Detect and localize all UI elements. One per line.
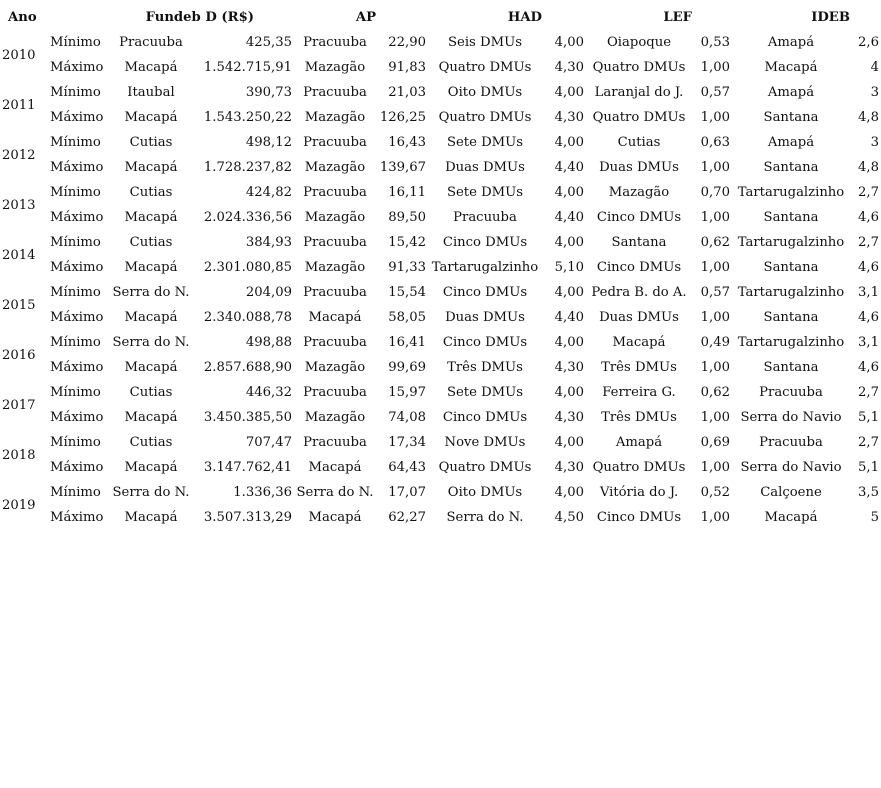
header-ideb: IDEB: [811, 9, 850, 25]
fundeb-value: 2.340.088,78: [203, 310, 292, 325]
had-municipality: Sete DMUs: [446, 185, 524, 200]
ap-municipality: Macapá: [308, 510, 362, 525]
ap-municipality: Pracuuba: [303, 385, 367, 400]
ap-value: 22,90: [388, 35, 426, 50]
ideb-municipality: Macapá: [764, 60, 818, 75]
had-value: 4,30: [554, 110, 584, 125]
ap-value: 139,67: [379, 160, 426, 175]
ideb-municipality: Santana: [763, 110, 819, 125]
ideb-value: 2,7: [858, 185, 879, 200]
table-row: [0, 230, 881, 255]
year-cell: 2011: [2, 97, 36, 113]
table-row: [0, 155, 881, 180]
stat-label: Máximo: [50, 410, 104, 425]
stat-label: Máximo: [50, 460, 104, 475]
table-row: [0, 405, 881, 430]
ideb-municipality: Calçoene: [760, 485, 822, 500]
lef-municipality: Duas DMUs: [599, 310, 679, 325]
ideb-municipality: Santana: [763, 210, 819, 225]
table-row: [0, 280, 881, 305]
had-municipality: Quatro DMUs: [438, 460, 532, 475]
ap-municipality: Pracuuba: [303, 85, 367, 100]
fundeb-value: 425,35: [245, 35, 292, 50]
fundeb-value: 707,47: [245, 435, 292, 450]
ideb-value: 3,1: [858, 285, 879, 300]
lef-municipality: Quatro DMUs: [592, 110, 686, 125]
ap-value: 91,33: [388, 260, 426, 275]
stat-label: Mínimo: [50, 335, 101, 350]
lef-municipality: Oiapoque: [606, 35, 671, 50]
had-value: 4,30: [554, 360, 584, 375]
had-value: 4,00: [554, 335, 584, 350]
lef-municipality: Macapá: [612, 335, 666, 350]
stat-label: Mínimo: [50, 235, 101, 250]
ap-value: 99,69: [388, 360, 426, 375]
ideb-municipality: Pracuuba: [759, 435, 823, 450]
ideb-municipality: Santana: [763, 310, 819, 325]
statistics-table: [0, 4, 881, 530]
had-municipality: Oito DMUs: [447, 85, 523, 100]
table-row: [0, 205, 881, 230]
ideb-value: 4,6: [858, 310, 879, 325]
stat-label: Máximo: [50, 510, 104, 525]
year-cell: 2018: [2, 447, 36, 463]
ideb-value: 5,1: [858, 460, 879, 475]
fundeb-municipality: Macapá: [124, 460, 178, 475]
lef-municipality: Cinco DMUs: [596, 210, 682, 225]
header-spacer: [48, 4, 110, 30]
ap-value: 16,41: [388, 335, 426, 350]
fundeb-municipality: Macapá: [124, 410, 178, 425]
lef-value: 0,69: [700, 435, 730, 450]
ap-value: 91,83: [388, 60, 426, 75]
lef-value: 0,57: [700, 285, 730, 300]
had-municipality: Cinco DMUs: [442, 410, 528, 425]
ap-municipality: Pracuuba: [303, 35, 367, 50]
header-fundeb: Fundeb D (R$): [145, 9, 254, 25]
fundeb-value: 2.857.688,90: [203, 360, 292, 375]
ideb-value: 5: [870, 510, 879, 525]
ideb-municipality: Amapá: [767, 85, 815, 100]
had-municipality: Cinco DMUs: [442, 235, 528, 250]
fundeb-value: 498,12: [245, 135, 292, 150]
fundeb-value: 2.301.080,85: [203, 260, 292, 275]
table-row: [0, 105, 881, 130]
table-row: [0, 455, 881, 480]
had-value: 4,40: [554, 210, 584, 225]
table-row: [0, 380, 881, 405]
ideb-municipality: Santana: [763, 360, 819, 375]
lef-municipality: Vitória do J.: [599, 485, 679, 500]
lef-municipality: Pedra B. do A.: [591, 285, 687, 300]
fundeb-municipality: Cutias: [129, 435, 173, 450]
ideb-value: 4,6: [858, 260, 879, 275]
stat-label: Máximo: [50, 60, 104, 75]
ideb-value: 2,6: [858, 35, 879, 50]
table-row: [0, 305, 881, 330]
ideb-value: 4,8: [858, 110, 879, 125]
table-row: [0, 480, 881, 505]
lef-value: 0,52: [700, 485, 730, 500]
had-municipality: Nove DMUs: [444, 435, 526, 450]
ideb-value: 2,7: [858, 385, 879, 400]
year-cell: 2013: [2, 197, 36, 213]
ap-value: 62,27: [388, 510, 426, 525]
lef-value: 0,57: [700, 85, 730, 100]
ideb-municipality: Macapá: [764, 510, 818, 525]
fundeb-municipality: Cutias: [129, 135, 173, 150]
lef-municipality: Mazagão: [608, 185, 670, 200]
lef-municipality: Santana: [611, 235, 667, 250]
ap-value: 126,25: [379, 110, 426, 125]
year-cell: 2012: [2, 147, 36, 163]
lef-value: 1,00: [700, 60, 730, 75]
year-cell: 2014: [2, 247, 36, 263]
had-municipality: Sete DMUs: [446, 385, 524, 400]
fundeb-value: 446,32: [245, 385, 292, 400]
ideb-value: 2,7: [858, 235, 879, 250]
table-row: [0, 130, 881, 155]
fundeb-value: 3.450.385,50: [203, 410, 292, 425]
fundeb-municipality: Macapá: [124, 260, 178, 275]
ap-municipality: Mazagão: [304, 110, 366, 125]
had-municipality: Quatro DMUs: [438, 60, 532, 75]
fundeb-municipality: Macapá: [124, 60, 178, 75]
fundeb-value: 1.336,36: [233, 485, 292, 500]
lef-municipality: Três DMUs: [601, 410, 677, 425]
had-municipality: Quatro DMUs: [438, 110, 532, 125]
lef-value: 1,00: [700, 510, 730, 525]
table-row: [0, 330, 881, 355]
ap-value: 64,43: [388, 460, 426, 475]
had-municipality: Duas DMUs: [445, 160, 525, 175]
had-municipality: Duas DMUs: [445, 310, 525, 325]
year-cell: 2017: [2, 397, 36, 413]
ap-municipality: Mazagão: [304, 360, 366, 375]
ap-municipality: Pracuuba: [303, 285, 367, 300]
fundeb-municipality: Serra do N.: [112, 335, 190, 350]
fundeb-value: 384,93: [245, 235, 292, 250]
lef-value: 1,00: [700, 260, 730, 275]
stat-label: Mínimo: [50, 435, 101, 450]
fundeb-municipality: Pracuuba: [119, 35, 183, 50]
header-ano: Ano: [8, 9, 37, 25]
fundeb-municipality: Cutias: [129, 235, 173, 250]
fundeb-value: 1.543.250,22: [203, 110, 292, 125]
header-ideb-spacer: [850, 4, 881, 30]
header-ap-spacer: [376, 4, 428, 30]
fundeb-value: 1.728.237,82: [203, 160, 292, 175]
lef-municipality: Quatro DMUs: [592, 60, 686, 75]
had-municipality: Três DMUs: [447, 360, 523, 375]
table-row: [0, 30, 881, 55]
table-row: [0, 80, 881, 105]
lef-value: 1,00: [700, 460, 730, 475]
stat-label: Mínimo: [50, 385, 101, 400]
ideb-value: 3: [870, 135, 879, 150]
had-value: 4,00: [554, 185, 584, 200]
year-cell: 2010: [2, 47, 36, 63]
ideb-municipality: Tartarugalzinho: [737, 285, 845, 300]
ap-municipality: Mazagão: [304, 260, 366, 275]
had-value: 4,00: [554, 135, 584, 150]
ap-municipality: Mazagão: [304, 160, 366, 175]
had-municipality: Sete DMUs: [446, 135, 524, 150]
ideb-municipality: Santana: [763, 260, 819, 275]
ideb-value: 3,5: [858, 485, 879, 500]
stat-label: Mínimo: [50, 35, 101, 50]
stat-label: Mínimo: [50, 135, 101, 150]
ideb-municipality: Amapá: [767, 35, 815, 50]
header-had: HAD: [507, 9, 542, 25]
fundeb-municipality: Serra do N.: [112, 285, 190, 300]
had-value: 4,30: [554, 410, 584, 425]
ideb-value: 4,6: [858, 210, 879, 225]
ideb-municipality: Pracuuba: [759, 385, 823, 400]
fundeb-value: 390,73: [245, 85, 292, 100]
lef-municipality: Cinco DMUs: [596, 510, 682, 525]
ideb-value: 2,7: [858, 435, 879, 450]
ap-municipality: Serra do N.: [296, 485, 374, 500]
stat-label: Máximo: [50, 110, 104, 125]
had-value: 4,00: [554, 35, 584, 50]
had-value: 4,50: [554, 510, 584, 525]
lef-value: 1,00: [700, 110, 730, 125]
header-lef-spacer: [692, 4, 732, 30]
ideb-value: 4,6: [858, 360, 879, 375]
ap-municipality: Pracuuba: [303, 235, 367, 250]
had-value: 4,40: [554, 160, 584, 175]
stat-label: Máximo: [50, 260, 104, 275]
lef-municipality: Laranjal do J.: [594, 85, 684, 100]
header-lef: LEF: [663, 9, 692, 25]
had-value: 5,10: [554, 260, 584, 275]
had-value: 4,00: [554, 235, 584, 250]
table-row: [0, 180, 881, 205]
had-municipality: Cinco DMUs: [442, 335, 528, 350]
fundeb-municipality: Macapá: [124, 510, 178, 525]
had-value: 4,00: [554, 85, 584, 100]
ap-municipality: Macapá: [308, 460, 362, 475]
ap-municipality: Mazagão: [304, 410, 366, 425]
ap-value: 89,50: [388, 210, 426, 225]
fundeb-value: 204,09: [245, 285, 292, 300]
fundeb-municipality: Cutias: [129, 385, 173, 400]
lef-municipality: Cinco DMUs: [596, 260, 682, 275]
fundeb-municipality: Itaubal: [127, 85, 175, 100]
ap-value: 21,03: [388, 85, 426, 100]
table-body: [0, 30, 881, 530]
header-row: [0, 4, 881, 30]
lef-value: 0,62: [700, 235, 730, 250]
year-cell: 2016: [2, 347, 36, 363]
ap-value: 74,08: [388, 410, 426, 425]
lef-value: 1,00: [700, 310, 730, 325]
had-value: 4,00: [554, 485, 584, 500]
lef-value: 0,70: [700, 185, 730, 200]
had-value: 4,00: [554, 435, 584, 450]
fundeb-municipality: Macapá: [124, 360, 178, 375]
ap-municipality: Pracuuba: [303, 185, 367, 200]
fundeb-value: 424,82: [245, 185, 292, 200]
lef-value: 1,00: [700, 160, 730, 175]
header-had-spacer: [542, 4, 586, 30]
ideb-value: 3: [870, 85, 879, 100]
ideb-municipality: Tartarugalzinho: [737, 185, 845, 200]
ideb-municipality: Amapá: [767, 135, 815, 150]
ap-value: 17,34: [388, 435, 426, 450]
lef-value: 1,00: [700, 210, 730, 225]
ap-municipality: Pracuuba: [303, 135, 367, 150]
lef-value: 1,00: [700, 360, 730, 375]
ideb-municipality: Serra do Navio: [740, 410, 842, 425]
had-value: 4,40: [554, 310, 584, 325]
table-row: [0, 55, 881, 80]
had-municipality: Oito DMUs: [447, 485, 523, 500]
ap-municipality: Mazagão: [304, 210, 366, 225]
fundeb-municipality: Cutias: [129, 185, 173, 200]
stat-label: Máximo: [50, 160, 104, 175]
fundeb-value: 3.147.762,41: [203, 460, 292, 475]
had-value: 4,30: [554, 460, 584, 475]
ideb-value: 5,1: [858, 410, 879, 425]
had-value: 4,30: [554, 60, 584, 75]
header-ap: AP: [355, 9, 376, 25]
table-row: [0, 430, 881, 455]
fundeb-municipality: Serra do N.: [112, 485, 190, 500]
table-row: [0, 505, 881, 530]
stat-label: Máximo: [50, 360, 104, 375]
ap-municipality: Mazagão: [304, 60, 366, 75]
ap-value: 16,43: [388, 135, 426, 150]
ideb-municipality: Tartarugalzinho: [737, 235, 845, 250]
table-row: [0, 255, 881, 280]
ap-value: 15,97: [388, 385, 426, 400]
ideb-value: 4,8: [858, 160, 879, 175]
ideb-municipality: Tartarugalzinho: [737, 335, 845, 350]
lef-value: 0,62: [700, 385, 730, 400]
fundeb-value: 498,88: [245, 335, 292, 350]
fundeb-municipality: Macapá: [124, 160, 178, 175]
ideb-value: 4: [870, 60, 879, 75]
lef-value: 0,49: [700, 335, 730, 350]
ap-value: 58,05: [388, 310, 426, 325]
ap-value: 16,11: [388, 185, 426, 200]
stat-label: Mínimo: [50, 285, 101, 300]
ideb-municipality: Santana: [763, 160, 819, 175]
lef-municipality: Cutias: [617, 135, 661, 150]
ideb-municipality: Serra do Navio: [740, 460, 842, 475]
lef-municipality: Amapá: [615, 435, 663, 450]
ap-municipality: Pracuuba: [303, 335, 367, 350]
lef-value: 1,00: [700, 410, 730, 425]
had-municipality: Tartarugalzinho: [431, 260, 539, 275]
table-row: [0, 355, 881, 380]
year-cell: 2019: [2, 497, 36, 513]
stat-label: Máximo: [50, 210, 104, 225]
ap-value: 15,54: [388, 285, 426, 300]
fundeb-municipality: Macapá: [124, 310, 178, 325]
fundeb-municipality: Macapá: [124, 210, 178, 225]
lef-municipality: Ferreira G.: [602, 385, 676, 400]
had-municipality: Cinco DMUs: [442, 285, 528, 300]
lef-municipality: Três DMUs: [601, 360, 677, 375]
stat-label: Mínimo: [50, 185, 101, 200]
stat-label: Mínimo: [50, 485, 101, 500]
had-value: 4,00: [554, 385, 584, 400]
fundeb-value: 1.542.715,91: [203, 60, 292, 75]
stat-label: Mínimo: [50, 85, 101, 100]
fundeb-value: 2.024.336,56: [203, 210, 292, 225]
stat-label: Máximo: [50, 310, 104, 325]
ideb-value: 3,1: [858, 335, 879, 350]
had-municipality: Seis DMUs: [448, 35, 522, 50]
lef-value: 0,63: [700, 135, 730, 150]
lef-value: 0,53: [700, 35, 730, 50]
lef-municipality: Quatro DMUs: [592, 460, 686, 475]
had-municipality: Pracuuba: [453, 210, 517, 225]
had-value: 4,00: [554, 285, 584, 300]
ap-municipality: Pracuuba: [303, 435, 367, 450]
year-cell: 2015: [2, 297, 36, 313]
ap-value: 17,07: [388, 485, 426, 500]
fundeb-value: 3.507.313,29: [203, 510, 292, 525]
had-municipality: Serra do N.: [446, 510, 524, 525]
fundeb-municipality: Macapá: [124, 110, 178, 125]
lef-municipality: Duas DMUs: [599, 160, 679, 175]
ap-municipality: Macapá: [308, 310, 362, 325]
ap-value: 15,42: [388, 235, 426, 250]
